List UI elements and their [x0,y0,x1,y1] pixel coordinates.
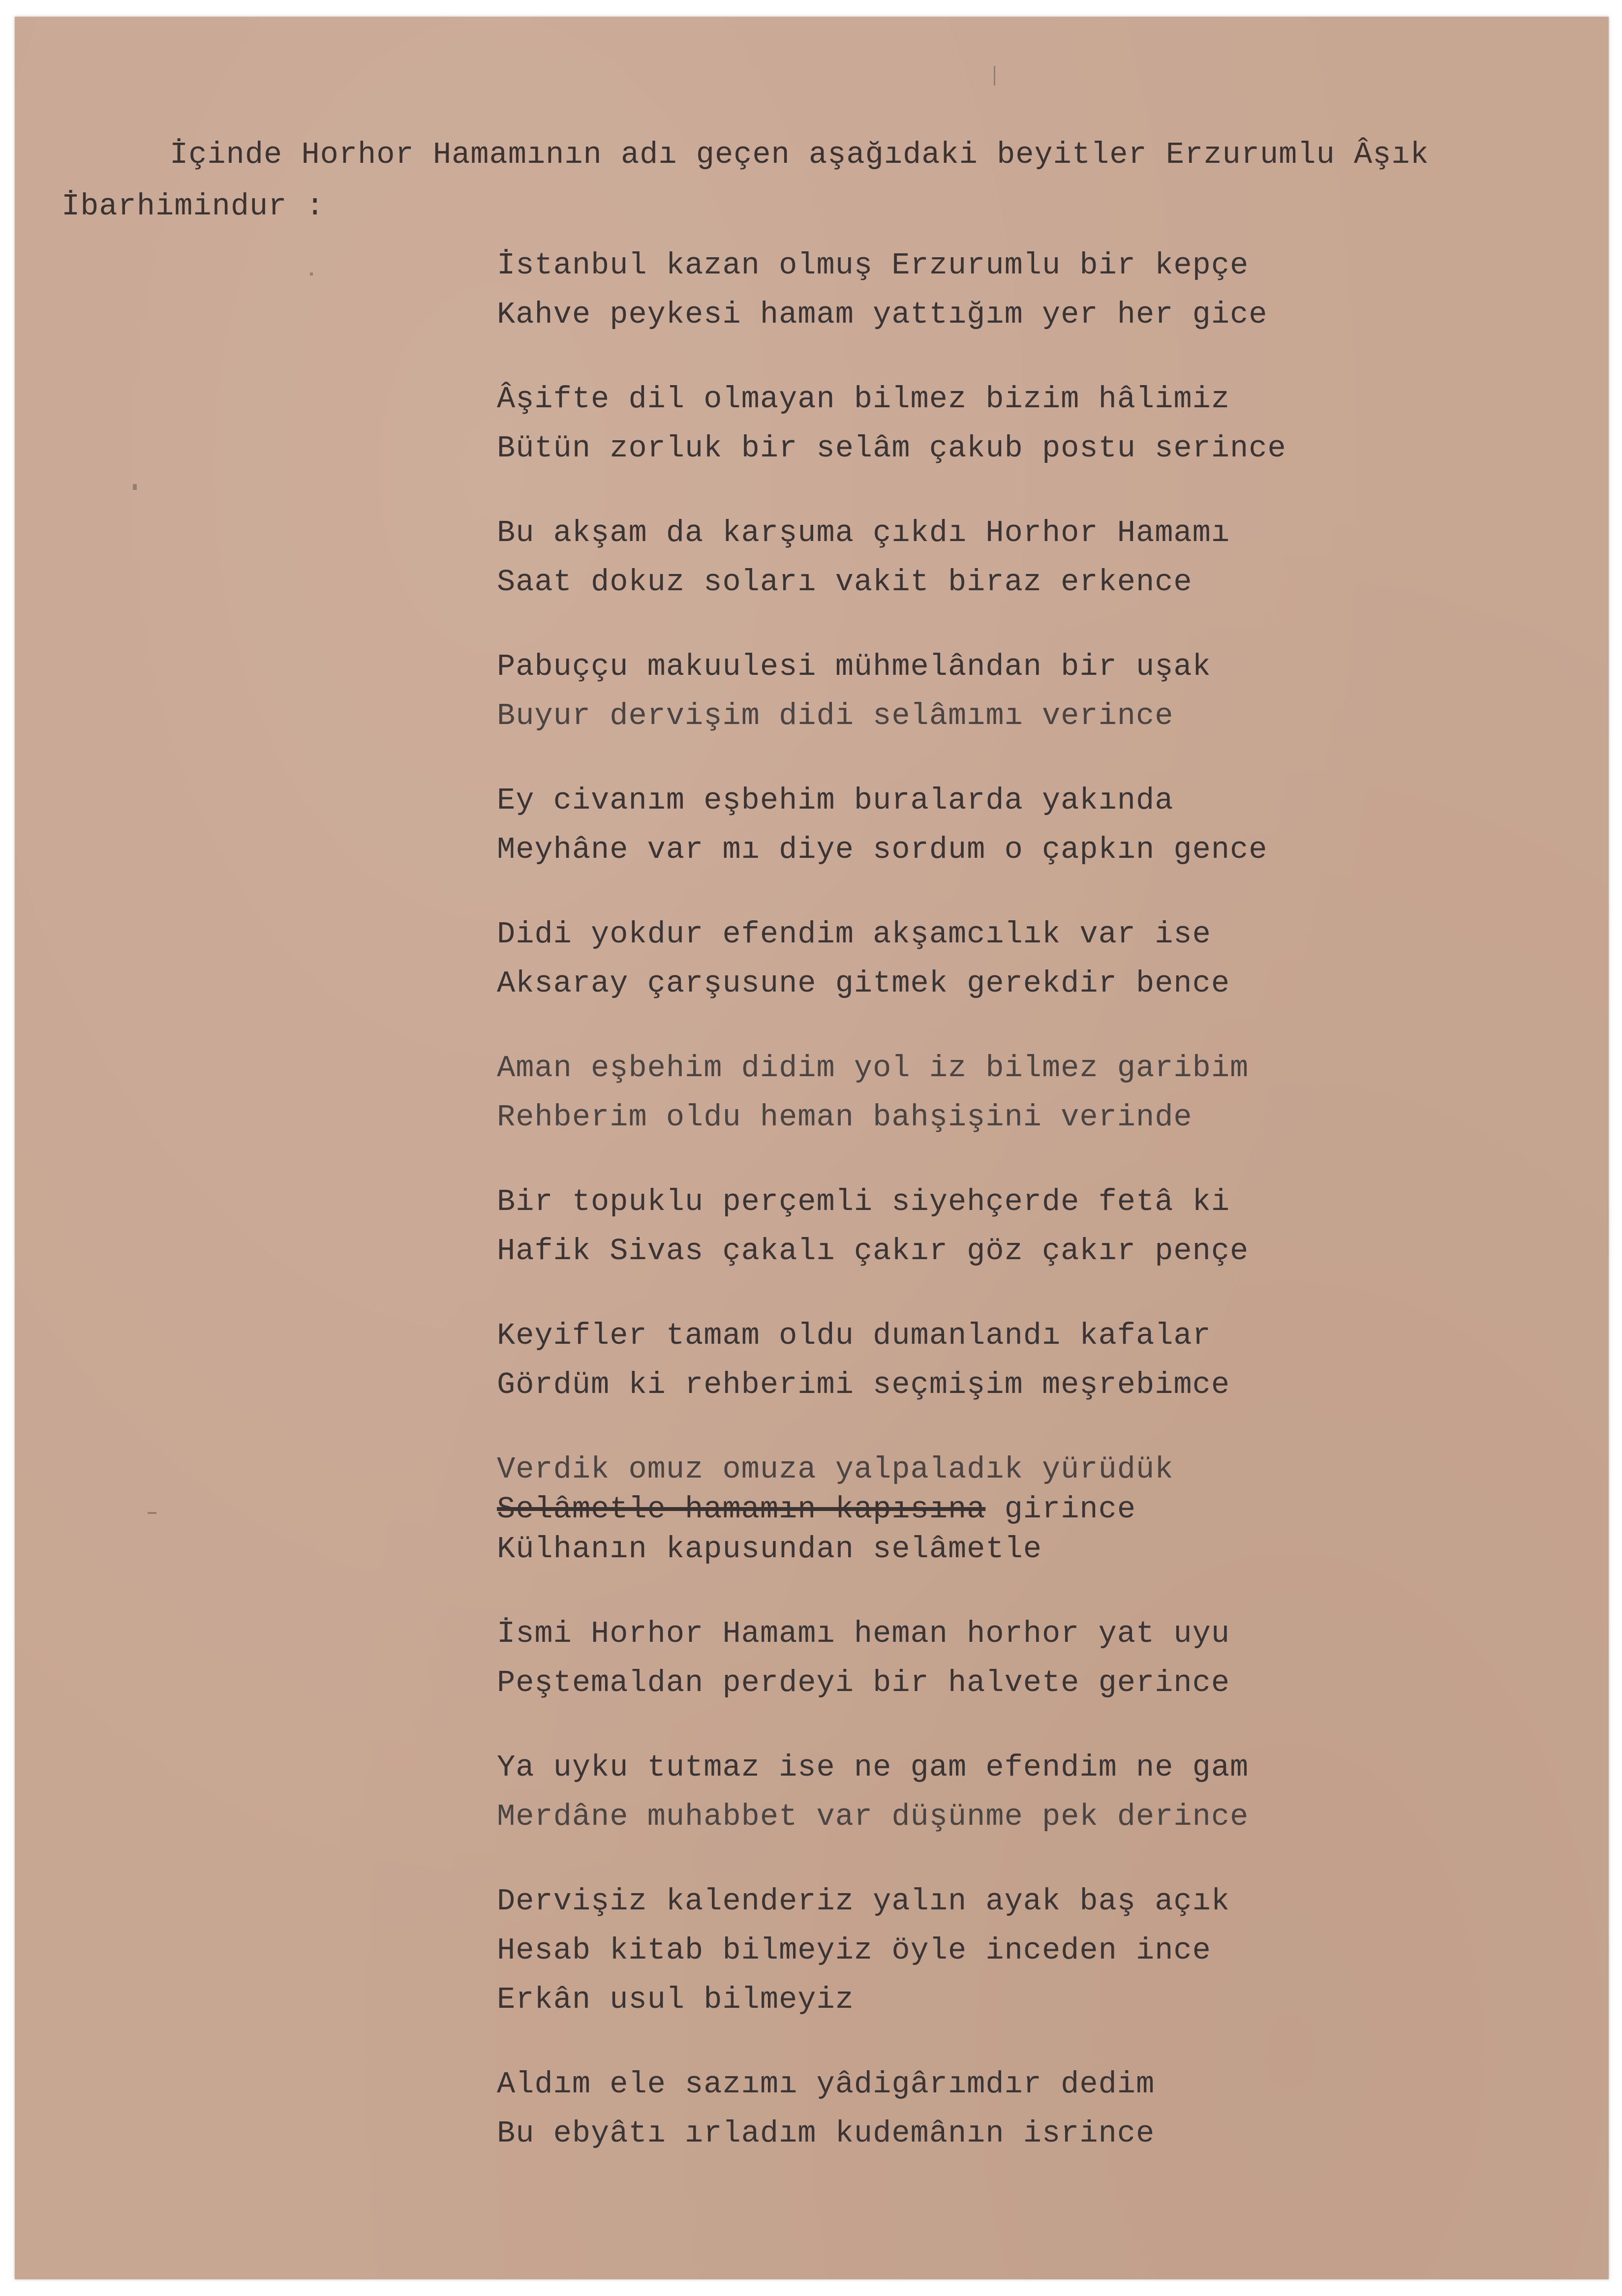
verse-line: Saat dokuz soları vakit biraz erkence [497,565,1193,600]
verse-line: Hafik Sivas çakalı çakır göz çakır pençe [497,1234,1249,1269]
paper-speck [994,66,995,86]
verse-line: Aldım ele sazımı yâdigârımdır dedim [497,2067,1155,2102]
stanza-1 [497,241,1481,339]
stanza-4 [497,642,1481,741]
verse-line: Bir topuklu perçemli siyehçerde fetâ ki [497,1184,1230,1219]
stanza-6 [497,910,1481,1008]
paper-speck [148,1512,156,1514]
verse-line: Âşifte dil olmayan bilmez bizim hâlimiz [497,382,1230,417]
verse-line: Verdik omuz omuza yalpaladık yürüdük [497,1452,1174,1487]
stanza-3 [497,509,1481,607]
verse-line: Merdâne muhabbet var düşünme pek derince [497,1799,1249,1834]
poem [497,241,1481,2194]
verse-line: Dervişiz kalenderiz yalın ayak baş açık [497,1884,1230,1919]
stanza-9 [497,1311,1481,1410]
verse-line: İsmi Horhor Hamamı heman horhor yat uyu [497,1616,1230,1651]
stanza-5 [497,776,1481,875]
verse-line: Aksaray çarşusune gitmek gerekdir bence [497,966,1230,1001]
verse-line: Bu ebyâtı ırladım kudemânın isrince [497,2116,1155,2151]
verse-line: Ey civanım eşbehim buralarda yakında [497,783,1174,818]
struck-verse-line [497,1494,1481,1525]
stanza-11 [497,1609,1481,1708]
stanza-2 [497,375,1481,473]
paper-speck [133,484,137,490]
stanza-14 [497,2060,1481,2158]
intro-text-1: İçinde Horhor Hamamının adı geçen aşağıdaki beyitler Erzurumlu Âşık [170,137,1429,172]
verse-line: Gördüm ki rehberimi seçmişim meşrebimce [497,1367,1230,1402]
paper-speck [310,272,313,275]
stanza-8 [497,1178,1481,1276]
intro-line-1 [61,129,1537,181]
verse-line: Erkân usul bilmeyiz [497,1982,854,2017]
verse-line: Meyhâne var mı diye sordum o çapkın gence [497,832,1268,867]
verse-line: Hesab kitab bilmeyiz öyle inceden ince [497,1933,1211,1968]
verse-line: Bu akşam da karşuma çıkdı Horhor Hamamı [497,515,1230,550]
stanza-10 [497,1445,1481,1574]
verse-line: Keyifler tamam oldu dumanlandı kafalar [497,1318,1211,1353]
verse-line: Pabuççu makuulesi mühmelândan bir uşak [497,649,1211,684]
verse-line: Aman eşbehim didim yol iz bilmez garibim [497,1051,1249,1086]
verse-line: Didi yokdur efendim akşamcılık var ise [497,917,1211,952]
verse-line: İstanbul kazan olmuş Erzurumlu bir kepçe [497,248,1249,283]
struck-out-text: Selâmetle hamamın kapısına [497,1492,986,1527]
intro-line-2: İbarhimindur : [61,189,325,224]
struck-line-tail: girince [1004,1492,1136,1527]
verse-line: Ya uyku tutmaz ise ne gam efendim ne gam [497,1750,1249,1785]
verse-line: Buyur dervişim didi selâmımı verince [497,698,1174,733]
stanza-7 [497,1044,1481,1142]
intro-paragraph [61,129,1537,232]
verse-line: Peştemaldan perdeyi bir halvete gerince [497,1665,1230,1700]
verse-line: Külhanın kapusundan selâmetle [497,1532,1042,1567]
verse-line: Bütün zorluk bir selâm çakub postu serince [497,431,1286,466]
verse-line: Kahve peykesi hamam yattığım yer her gice [497,297,1268,332]
stanza-13 [497,1877,1481,2024]
verse-line: Rehberim oldu heman bahşişini verinde [497,1100,1193,1135]
stanza-12 [497,1743,1481,1842]
paper-sheet [15,17,1609,2279]
